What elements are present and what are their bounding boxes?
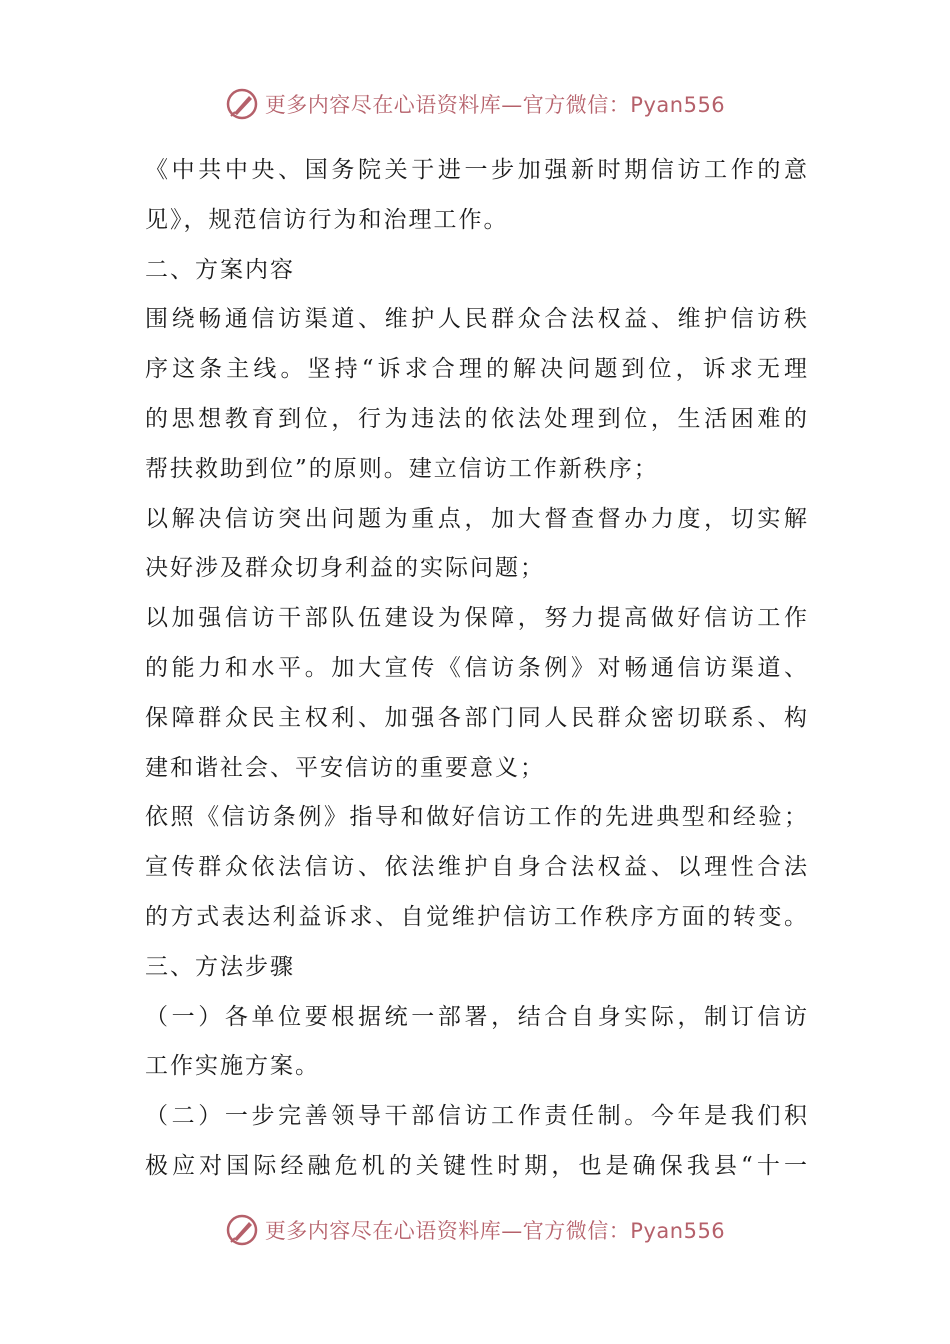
text-line: 决好涉及群众切身利益的实际问题； (145, 555, 545, 582)
section-heading: 三、方法步骤 (145, 953, 295, 980)
text-line: 以解决信访突出问题为重点，加大督查督办力度，切实解 (145, 505, 807, 532)
text-line: 工作实施方案。 (145, 1053, 320, 1080)
watermark-text: 更多内容尽在心语资料库—官方微信：Pyan556 (264, 93, 726, 117)
text-line: 序这条主线。坚持“诉求合理的解决问题到位，诉求无理 (145, 356, 807, 383)
pen-logo-icon (225, 1213, 259, 1247)
watermark-text: 更多内容尽在心语资料库—官方微信：Pyan556 (264, 1219, 726, 1243)
text-line: （二）一步完善领导干部信访工作责任制。今年是我们积 (145, 1103, 807, 1130)
text-line: 的能力和水平。加大宣传《信访条例》对畅通信访渠道、 (145, 654, 807, 681)
section-heading: 二、方案内容 (145, 256, 295, 283)
document-body (145, 146, 807, 1192)
text-line: 围绕畅通信访渠道、维护人民群众合法权益、维护信访秩 (145, 306, 807, 333)
text-line: 的方式表达利益诉求、自觉维护信访工作秩序方面的转变。 (145, 903, 807, 930)
text-line: 依照《信访条例》指导和做好信访工作的先进典型和经验； (145, 804, 807, 831)
pen-logo-icon (225, 87, 259, 121)
text-line: 帮扶救助到位”的原则。建立信访工作新秩序； (145, 455, 659, 482)
text-line: 保障群众民主权利、加强各部门同人民群众密切联系、构 (145, 704, 807, 731)
text-line: 以加强信访干部队伍建设为保障，努力提高做好信访工作 (145, 605, 807, 632)
text-line: 见》，规范信访行为和治理工作。 (145, 206, 509, 233)
text-line: （一）各单位要根据统一部署，结合自身实际，制订信访 (145, 1003, 807, 1030)
text-line: 极应对国际经融危机的关键性时期，也是确保我县“十一 (145, 1152, 807, 1179)
text-line: 宣传群众依法信访、依法维护自身合法权益、以理性合法 (145, 854, 807, 881)
text-line: 的思想教育到位，行为违法的依法处理到位，生活困难的 (145, 405, 807, 432)
text-line: 建和谐社会、平安信访的重要意义； (145, 754, 545, 781)
text-line: 《中共中央、国务院关于进一步加强新时期信访工作的意 (145, 157, 807, 183)
watermark-footer (0, 1210, 950, 1250)
watermark-header (0, 84, 950, 124)
